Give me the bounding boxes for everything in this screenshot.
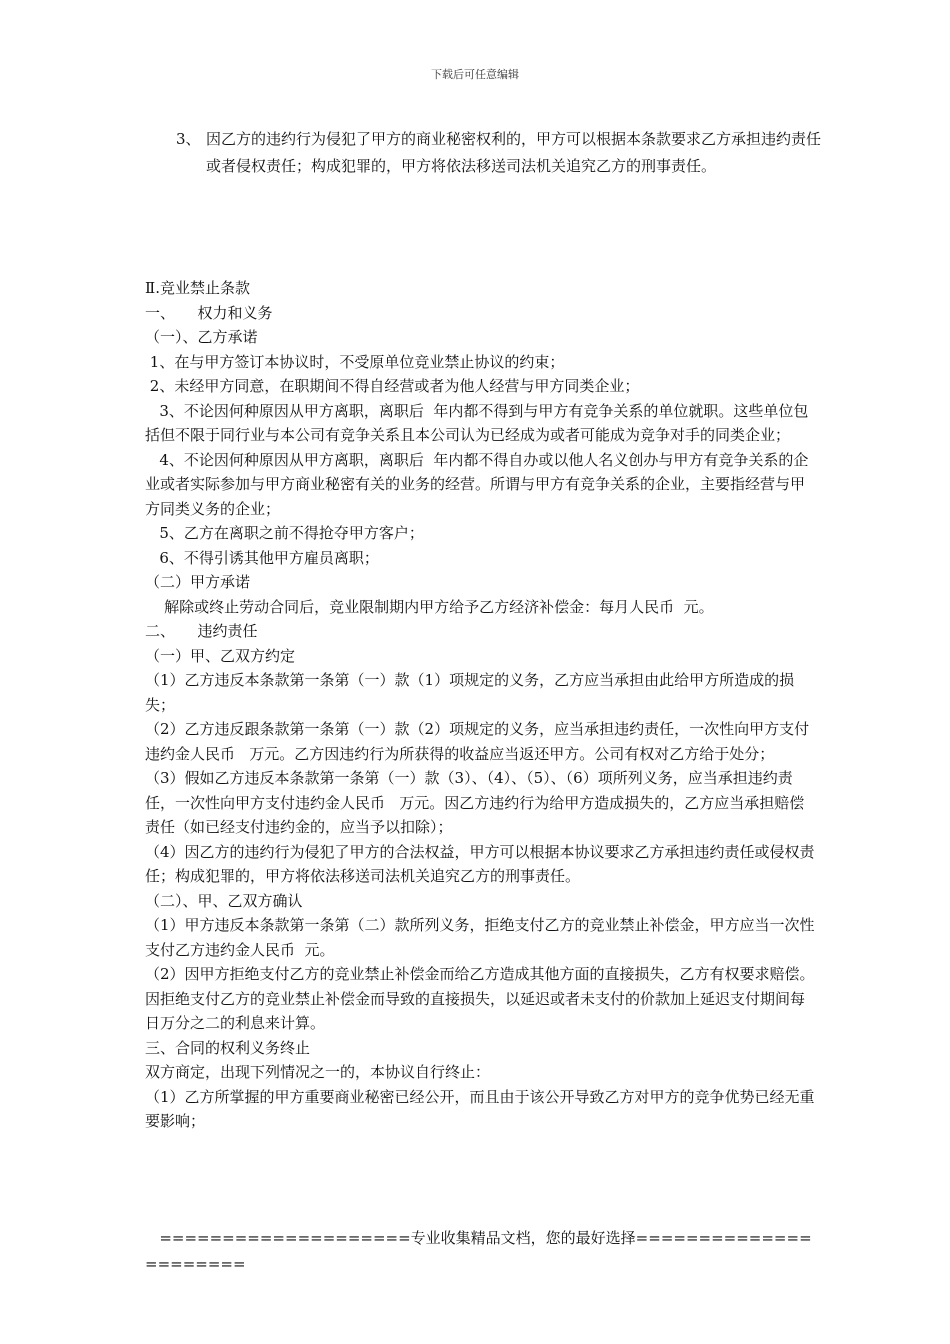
paragraph: （2）因甲方拒绝支付乙方的竞业禁止补偿金而给乙方造成其他方面的直接损失，乙方有权要求赔偿。因拒绝支付乙方的竞业禁止补偿金而导致的直接损失，以延迟或者未支付的价款加上延迟支付期间每日万分之二的利息来计算。: [145, 965, 815, 1032]
heading-termination: 三、合同的权利义务终止: [145, 1038, 311, 1057]
paragraph: 双方商定，出现下列情况之一的，本协议自行终止：: [145, 1063, 491, 1081]
clause-3-text: 因乙方的违约行为侵犯了甲方的商业秘密权利的，甲方可以根据本条款要求乙方承担违约责任或者侵权责任；构成犯罪的，甲方将依法移送司法机关追究乙方的刑事责任。: [206, 130, 822, 175]
subheading-party-a: （二）甲方承诺: [145, 573, 251, 591]
paragraph: 3、不论因何种原因从甲方离职，离职后 年内都不得到与甲方有竞争关系的单位就职。这些单位包括但不限于同行业与本公司有竞争关系且本公司认为已经成为或者可能成为竞争对手的同类企业；: [145, 401, 809, 444]
document-body: [145, 276, 815, 1134]
paragraph: （1）乙方所掌握的甲方重要商业秘密已经公开，而且由于该公开导致乙方对甲方的竞争优势已经无重要影响；: [145, 1087, 815, 1130]
paragraph: 5、乙方在离职之前不得抢夺甲方客户；: [145, 524, 424, 542]
subheading-confirmation: （二）、甲、乙双方确认: [145, 891, 303, 910]
paragraph: （1）甲方违反本条款第一条第（二）款所列义务，拒绝支付乙方的竞业禁止补偿金，甲方应当一次性支付乙方违约金人民币 元。: [145, 916, 815, 959]
page-header: 下载后可任意编辑: [431, 68, 519, 81]
paragraph: 6、不得引诱其他甲方雇员离职；: [145, 548, 379, 567]
paragraph: （4）因乙方的违约行为侵犯了甲方的合法权益，甲方可以根据本协议要求乙方承担违约责任或侵权责任；构成犯罪的，甲方将依法移送司法机关追究乙方的刑事责任。: [145, 842, 815, 885]
subheading-party-b: （一）、乙方承诺: [145, 328, 258, 346]
paragraph: （3）假如乙方违反本条款第一条第（一）款（3）、（4）、（5）、（6）项所列义务，应当承担违约责任，一次性向甲方支付违约金人民币 万元。因乙方违约行为给甲方造成损失的，乙方应当承担赔偿责任（如已经支付违约金的，应当予以扣除）；: [145, 769, 805, 836]
heading-liability: 二、 违约责任: [145, 622, 258, 640]
paragraph: 1、在与甲方签订本协议时，不受原单位竞业禁止协议的约束；: [145, 352, 565, 371]
section-title: Ⅱ.竞业禁止条款: [145, 279, 250, 297]
paragraph: 4、不论因何种原因从甲方离职，离职后 年内都不得自办或以他人名义创办与甲方有竞争关系的企业或者实际参加与甲方商业秘密有关的业务的经营。所谓与甲方有竞争关系的企业，主要指经营与甲方同类义务的企业；: [145, 450, 809, 518]
paragraph: （1）乙方违反本条款第一条第（一）款（1）项规定的义务，乙方应当承担由此给甲方所造成的损失；: [145, 671, 795, 714]
heading-rights: 一、 权力和义务: [145, 303, 273, 322]
clause-3: [176, 126, 826, 180]
subheading-agreement: （一）甲、乙双方约定: [145, 646, 296, 665]
clause-3-number: 3、: [176, 130, 201, 148]
page-footer: ====================专业收集精品文档，您的最好选择======================: [145, 1229, 812, 1273]
paragraph: （2）乙方违反跟条款第一条第（一）款（2）项规定的义务，应当承担违约责任，一次性向甲方支付违约金人民币 万元。乙方因违约行为所获得的收益应当返还甲方。公司有权对乙方给于处分；: [145, 720, 810, 763]
paragraph: 2、未经甲方同意，在职期间不得自经营或者为他人经营与甲方同类企业；: [145, 377, 640, 395]
paragraph: 解除或终止劳动合同后，竞业限制期内甲方给予乙方经济补偿金：每月人民币 元。: [145, 597, 714, 616]
